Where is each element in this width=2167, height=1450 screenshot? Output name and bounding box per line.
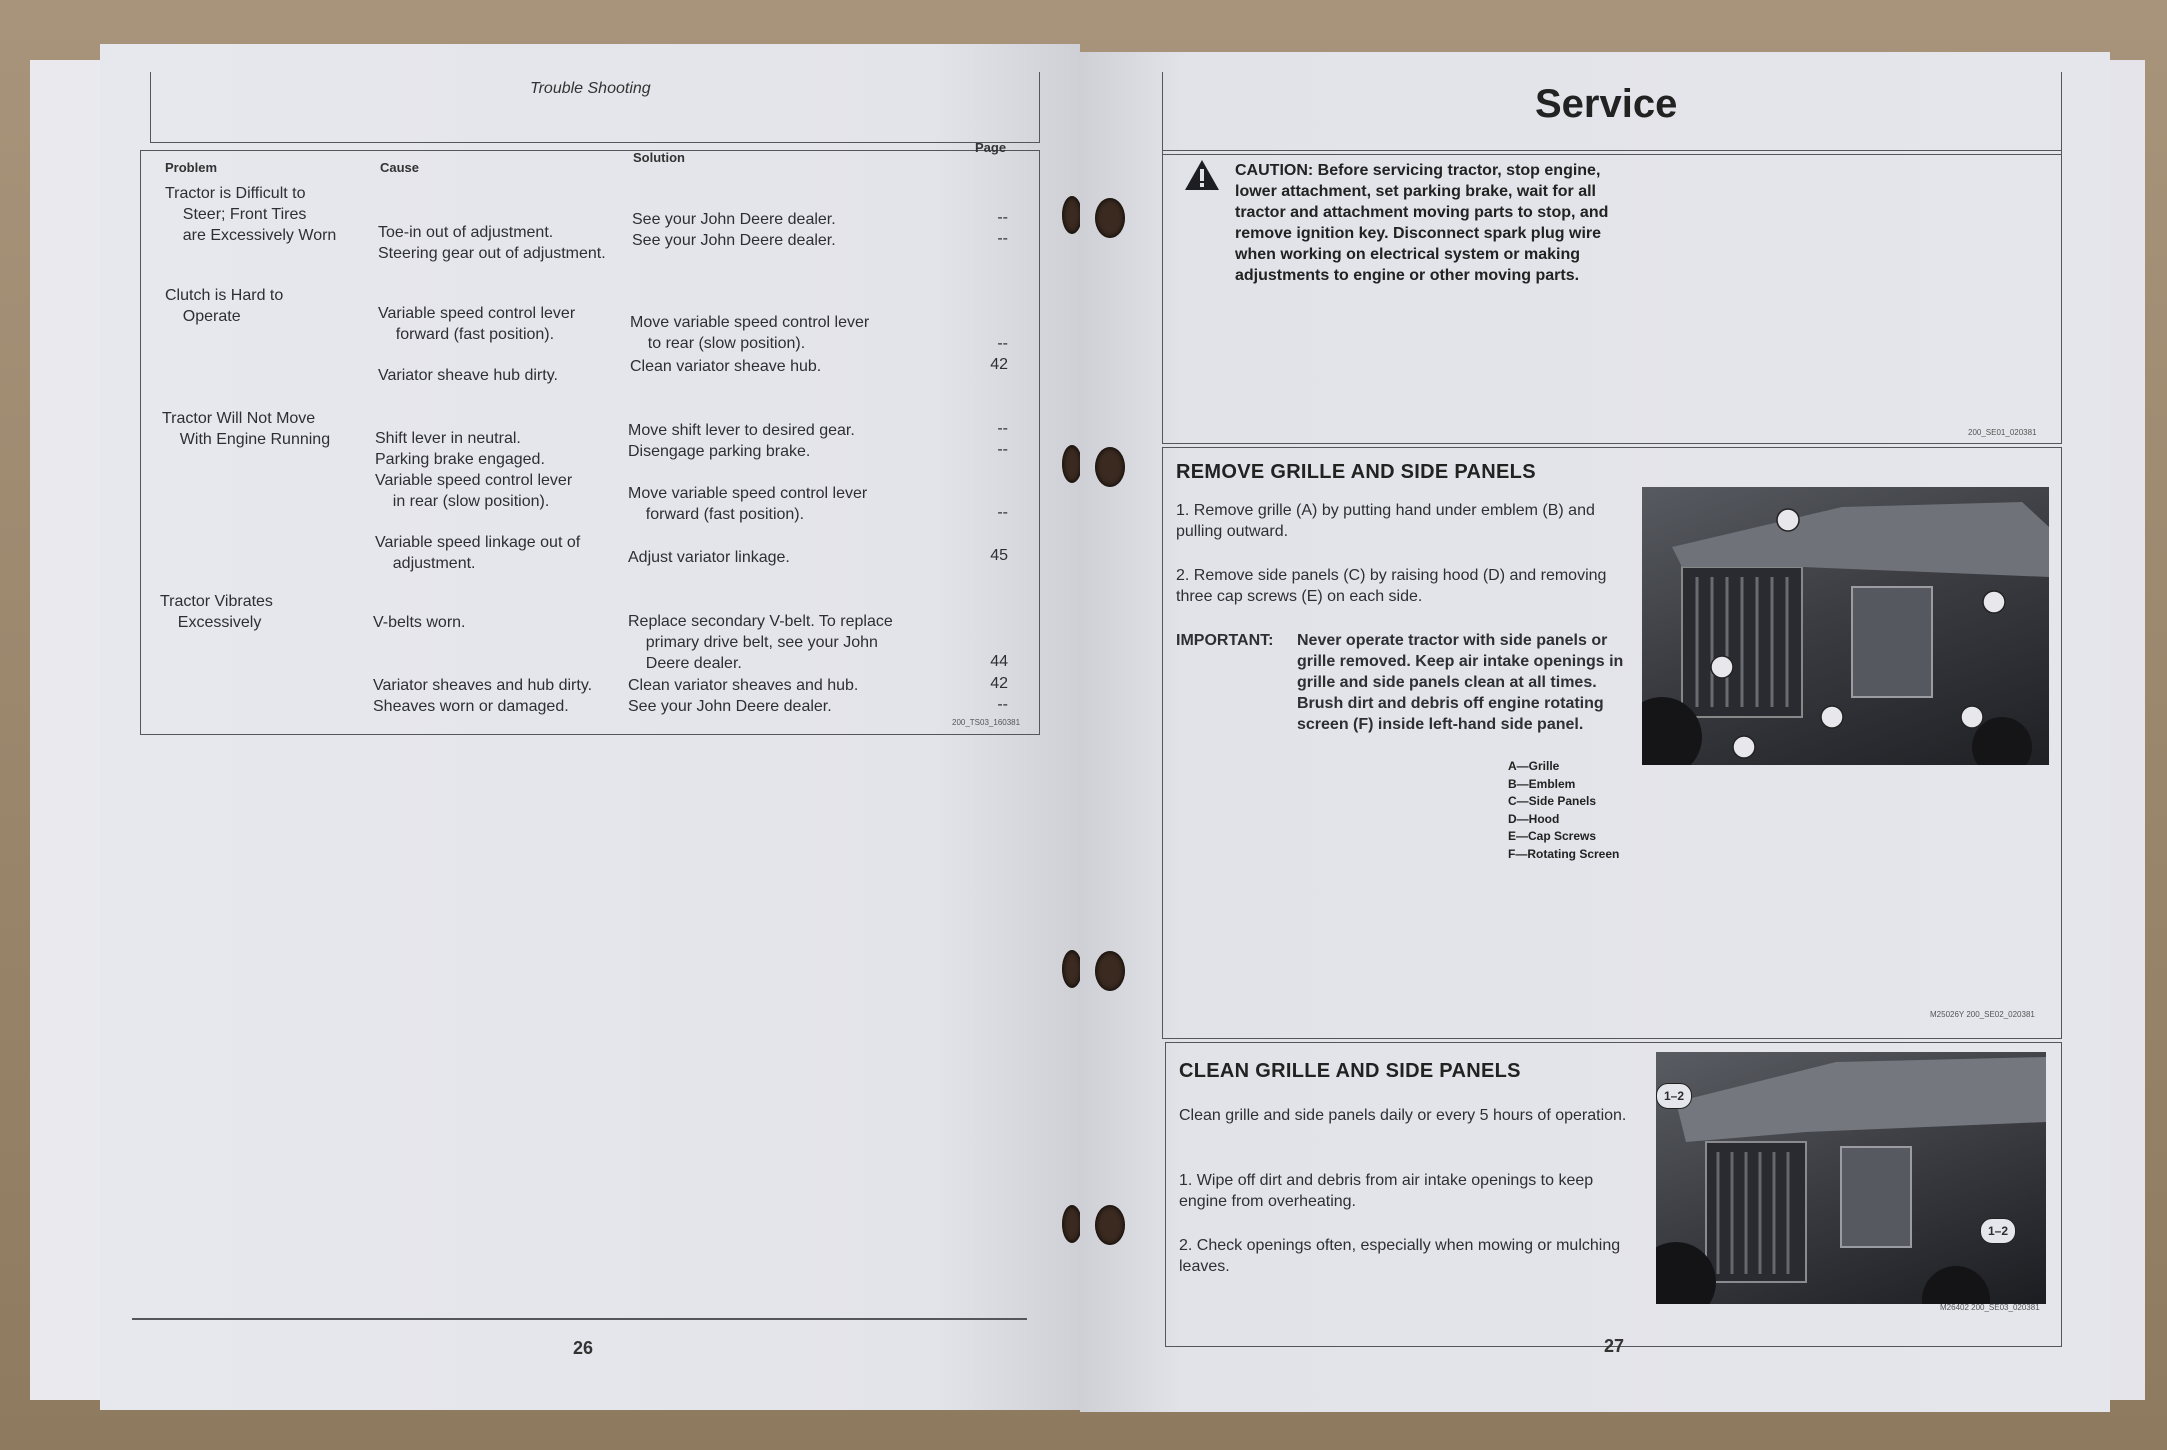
- page-ref: --: [997, 504, 1008, 521]
- legend-item: A—Grille: [1508, 759, 1560, 773]
- legend-item: E—Cap Screws: [1508, 829, 1597, 843]
- footer-rule: [132, 1318, 1027, 1320]
- intro-text: Clean grille and side panels daily or every 5 hours of operation.: [1179, 1107, 1627, 1124]
- caution-code: 200_SE01_020381: [1968, 428, 2037, 437]
- column-header-page: Page: [975, 140, 1007, 155]
- step-text: 2. Remove side panels (C) by raising hood (D) and removing three cap screws (E) on each side.: [1176, 567, 1607, 605]
- column-header-problem: Problem: [165, 160, 218, 175]
- solution-line: to rear (slow position).: [630, 335, 806, 352]
- problem-line: Excessively: [160, 614, 262, 631]
- problem-line: Tractor is Difficult to: [165, 185, 306, 202]
- caution-text: CAUTION: Before servicing tractor, stop engine, lower attachment, set parking brake, wait for all tractor and attachment moving parts to stop, and remove ignition key. Disconnect spark plug wire when working on electrical system or making adjustments to engine or other moving parts.: [1235, 162, 1609, 284]
- solution-line: See your John Deere dealer.: [632, 232, 836, 249]
- cause-line: Steering gear out of adjustment.: [378, 245, 606, 262]
- solution-line: See your John Deere dealer.: [628, 698, 832, 715]
- page-ref: --: [997, 696, 1008, 713]
- solution-line: See your John Deere dealer.: [632, 211, 836, 228]
- tractor-photo: [1642, 487, 2049, 765]
- binder-hole: [1095, 198, 1125, 238]
- solution-line: Replace secondary V-belt. To replace: [628, 613, 893, 630]
- binder-hole: [1062, 445, 1082, 483]
- cause-line: in rear (slow position).: [375, 493, 550, 510]
- page-ref: 44: [990, 653, 1008, 670]
- step-text: 2. Check openings often, especially when mowing or mulching leaves.: [1179, 1237, 1621, 1275]
- page-ref: 45: [990, 547, 1008, 564]
- solution-line: Move shift lever to desired gear.: [628, 422, 855, 439]
- solution-line: Adjust variator linkage.: [628, 549, 790, 566]
- solution-line: Clean variator sheave hub.: [630, 358, 822, 375]
- cause-line: Variable speed control lever: [375, 472, 573, 489]
- binder-hole: [1062, 950, 1082, 988]
- page-title: Service: [1535, 82, 1678, 126]
- page-number-left: 26: [573, 1338, 594, 1358]
- cause-line: forward (fast position).: [378, 326, 555, 343]
- table-code: 200_TS03_160381: [952, 718, 1021, 727]
- page-ref: 42: [990, 675, 1008, 692]
- binder-hole: [1062, 196, 1082, 234]
- cause-line: V-belts worn.: [373, 614, 466, 631]
- binder-hole: [1095, 1205, 1125, 1245]
- cause-line: Variator sheaves and hub dirty.: [373, 677, 593, 694]
- solution-line: Disengage parking brake.: [628, 443, 811, 460]
- warning-triangle-icon: [1183, 158, 1221, 197]
- cause-line: Shift lever in neutral.: [375, 430, 521, 447]
- callout-label: 1–2: [1656, 1083, 1692, 1109]
- legend-item: C—Side Panels: [1508, 794, 1597, 808]
- cause-line: adjustment.: [375, 555, 476, 572]
- solution-line: Clean variator sheaves and hub.: [628, 677, 859, 694]
- legend-item: F—Rotating Screen: [1508, 846, 1620, 861]
- column-header-cause: Cause: [380, 160, 420, 175]
- cause-line: Variable speed linkage out of: [375, 534, 581, 551]
- cause-line: Toe-in out of adjustment.: [378, 224, 554, 241]
- problem-line: Operate: [165, 308, 241, 325]
- problem-line: are Excessively Worn: [165, 227, 337, 244]
- section-title: CLEAN GRILLE AND SIDE PANELS: [1179, 1060, 1521, 1082]
- figure-code: M26402 200_SE03_020381: [1940, 1303, 2040, 1312]
- important-text: Never operate tractor with side panels or grille removed. Keep air intake openings in grille and side panels clean at all times. Brush dirt and debris off engine rotating screen (F) inside left-hand side panel.: [1297, 632, 1624, 733]
- solution-line: Move variable speed control lever: [628, 485, 868, 502]
- page-ref: --: [997, 420, 1008, 437]
- solution-line: Move variable speed control lever: [630, 314, 870, 331]
- solution-line: forward (fast position).: [628, 506, 805, 523]
- page-number-right: 27: [1604, 1336, 1625, 1356]
- solution-line: Deere dealer.: [628, 655, 742, 672]
- page-ref: --: [997, 209, 1008, 226]
- figure-legend: [1508, 758, 1619, 863]
- figure-code: M25026Y 200_SE02_020381: [1930, 1010, 2035, 1019]
- problem-line: With Engine Running: [162, 431, 331, 448]
- cause-line: Variator sheave hub dirty.: [378, 367, 558, 384]
- problem-line: Clutch is Hard to: [165, 287, 284, 304]
- binder-hole: [1095, 447, 1125, 487]
- binder-hole: [1095, 951, 1125, 991]
- cause-line: Variable speed control lever: [378, 305, 576, 322]
- solution-line: primary drive belt, see your John: [628, 634, 878, 651]
- cause-line: Parking brake engaged.: [375, 451, 545, 468]
- cause-line: Sheaves worn or damaged.: [373, 698, 569, 715]
- left-page-header: Trouble Shooting: [530, 80, 651, 97]
- step-text: 1. Remove grille (A) by putting hand under emblem (B) and pulling outward.: [1176, 502, 1595, 540]
- callout-label: 1–2: [1980, 1218, 2016, 1244]
- legend-item: D—Hood: [1508, 811, 1560, 826]
- page-ref: 42: [990, 356, 1008, 373]
- problem-line: Steer; Front Tires: [165, 206, 307, 223]
- section-title: REMOVE GRILLE AND SIDE PANELS: [1176, 461, 1536, 483]
- column-header-solution: Solution: [633, 150, 685, 165]
- problem-line: Tractor Will Not Move: [162, 410, 316, 427]
- step-text: 1. Wipe off dirt and debris from air intake openings to keep engine from overheating.: [1179, 1172, 1594, 1210]
- important-label: IMPORTANT:: [1176, 632, 1274, 649]
- page-ref: --: [997, 230, 1008, 247]
- legend-item: B—Emblem: [1508, 776, 1576, 791]
- binder-hole: [1062, 1205, 1082, 1243]
- page-ref: --: [997, 441, 1008, 458]
- page-ref: --: [997, 335, 1008, 352]
- problem-line: Tractor Vibrates: [160, 593, 273, 610]
- grille-photo: [1656, 1052, 2046, 1304]
